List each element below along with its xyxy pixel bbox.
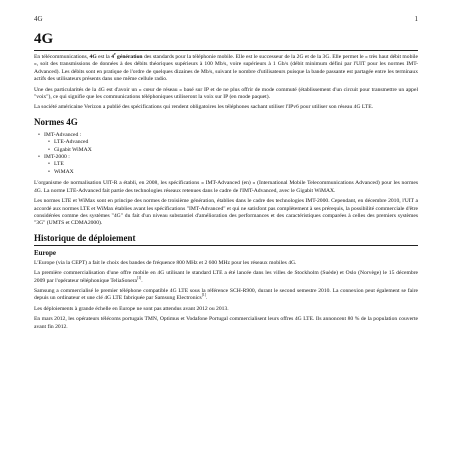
intro-paragraph-3: La société américaine Verizon a publié des spécifications qui rendent obligatoires les téléphones sachant utiliser l'IPv6 pour utiliser son réseau 4G LTE. xyxy=(34,104,374,111)
list-item: • IMT-2000 : • LTE • WiMAX xyxy=(44,154,418,176)
citation-link[interactable]: [1] xyxy=(201,293,206,298)
historique-paragraph-4: Les déploiements à grande échelle en Europe ne sont pas attendus avant 2012 ou 2013. xyxy=(34,305,229,312)
list-item: • LTE xyxy=(54,161,418,168)
running-header xyxy=(34,15,418,23)
citation-link[interactable]: [1] xyxy=(137,275,142,280)
page-number: 1 xyxy=(414,15,418,23)
normes-list xyxy=(34,132,418,176)
list-item: • LTE-Advanced xyxy=(54,139,418,146)
section-heading-historique: Historique de déploiement xyxy=(34,233,418,246)
header-title: 4G xyxy=(34,15,43,23)
normes-paragraph-2: Les normes LTE et WiMax sont en principe des normes de troisième génération, établies dans le cadre des technologies IMT-2000. Cependant, en décembre 2010, l'UIT a accordé aux normes LTE et WiMax établies avant les spécifications "IMT-Advanced" et qui ne satisfont pas complètement à ses prérequis, la possibilité commerciale d'être considérées comme des systèmes "4G" du fait d'un niveau substantiel d'amélioration des performances et des caractéristiques comparées à celles des premiers systèmes "3G" (UMTS et CDMA2000). xyxy=(34,198,418,227)
historique-paragraph-3: Samsung a commercialisé le premier téléphone compatible 4G LTE sous la référence SCH-R900, durant le second semestre 2010. La connexion peut également se faire depuis un ordinateur et une clé 4G LTE fabriquée par Samsung Electronics[1]. xyxy=(34,287,418,302)
intro-paragraph-2: Une des particularités de la 4G est d'avoir un « cœur de réseau » basé sur IP et de ne plus offrir de mode commuté (établissement d'un circuit pour transmettre un appel "voix"), ce qui signifie que les communications téléphoniques utiliseront la voix sur IP (en mode paquet). xyxy=(34,86,418,101)
historique-paragraph-2: La première commercialisation d'une offre mobile en 4G utilisant le standard LTE a été lancée dans les villes de Stockholm (Suède) et Oslo (Norvège) le 15 décembre 2009 par l'opérateur téléphonique TeliaSonera[1]. xyxy=(34,270,418,284)
list-item: • Gigabit WiMAX xyxy=(54,147,418,154)
subsection-heading-europe: Europe xyxy=(34,248,57,257)
list-item: • WiMAX xyxy=(54,169,418,176)
historique-paragraph-1: L'Europe (via la CEPT) a fait le choix des bandes de fréquence 800 MHz et 2 600 MHz pour les réseaux mobiles 4G. xyxy=(34,259,297,266)
list-item: • IMT-Advanced : • LTE-Advanced • Gigabit WiMAX xyxy=(44,132,418,154)
section-heading-normes: Normes 4G xyxy=(34,116,78,127)
normes-paragraph-1: L'organisme de normalisation UIT-R a établi, en 2008, les spécifications « IMT-Advanced (en) » (International Mobile Telecommunications Advanced) pour les normes 4G. La norme LTE-Advanced fait partie des technologies réseaux retenues dans le cadre de l'IMT-Advanced, avec le Gigabit WiMAX. xyxy=(34,180,418,194)
intro-paragraph-1: En télécommunications, 4G est la 4e génération des standards pour la téléphonie mobile. Elle est le successeur de la 2G et de la 3G. Elle permet le « très haut débit mobile », soit des transmissions de données à des débits théoriques supérieurs à 100 Mb/s, voire supérieurs à 1 Gb/s (débit minimum défini par l'UIT pour les normes IMT-Advanced). Les débits sont en pratique de l'ordre de quelques dizaines de Mb/s, suivant le nombre d'utilisateurs puisque la bande passante est partagée entre les terminaux actifs des utilisateurs présents dans une même cellule radio. xyxy=(34,52,418,83)
historique-paragraph-5: En mars 2012, les opérateurs télécoms portugais TMN, Optimus et Vodafone Portugal commercialisent leurs offres 4G LTE. Ils annoncent 80 % de la population couverte avant fin 2012. xyxy=(34,316,418,330)
article-title: 4G xyxy=(34,30,418,51)
article-body xyxy=(34,30,418,334)
